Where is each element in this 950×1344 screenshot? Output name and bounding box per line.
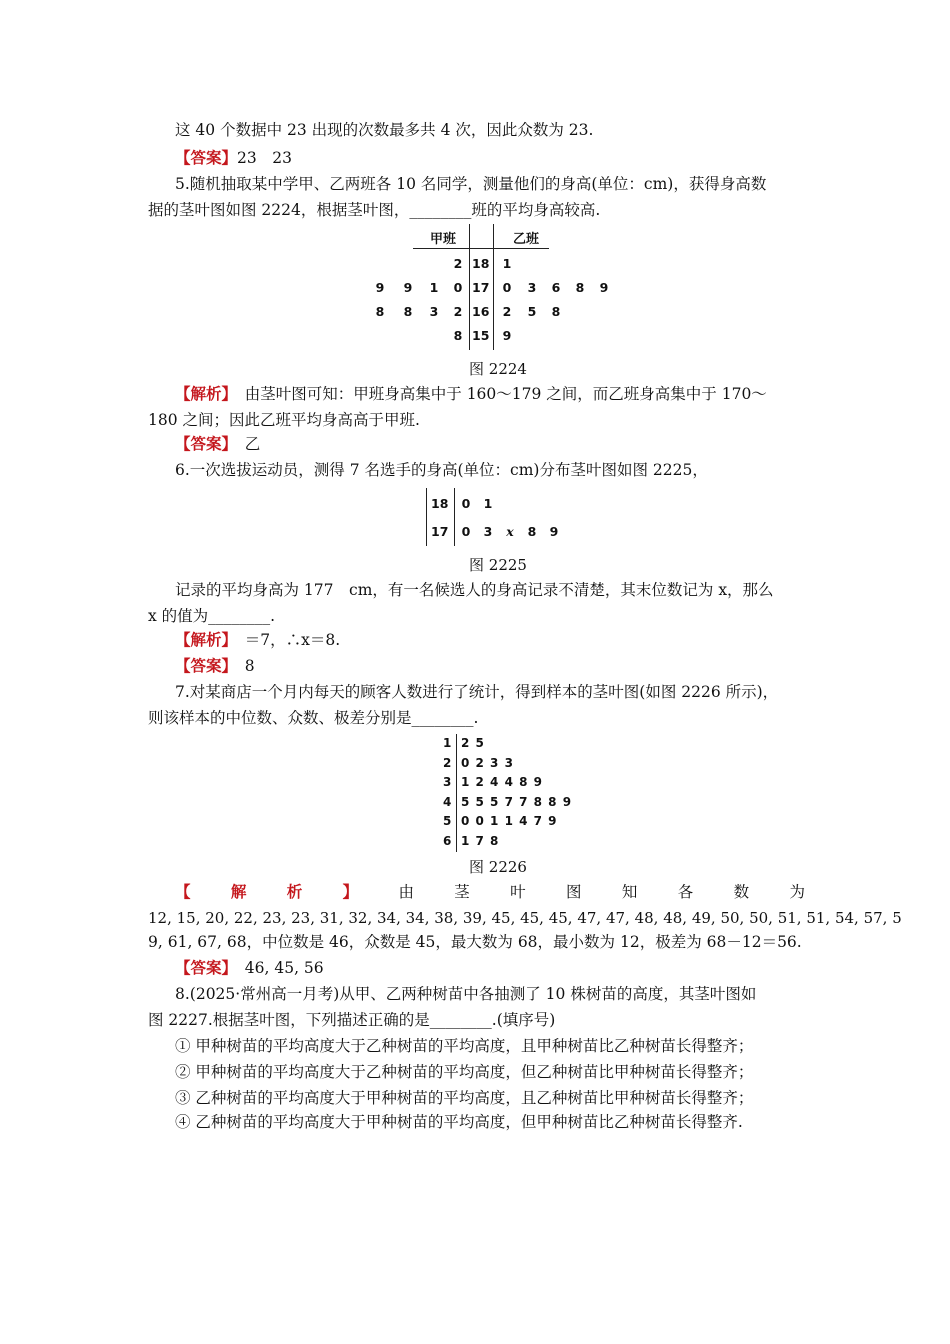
solution-5-line-1 [175, 384, 767, 404]
answer-line [175, 958, 324, 978]
solution-7-line-1 [175, 882, 805, 902]
figure-caption: 图 2225 [469, 556, 527, 574]
leaf-jia: 8 [403, 304, 413, 319]
leaf-yi: 9 [599, 280, 609, 295]
leaf-yi: 2 [502, 304, 512, 319]
leaf-yi: 1 [502, 256, 512, 271]
question-6-line-2: 记录的平均身高为 177 cm，有一名候选人的身高记录不清楚，其末位数记为 x，那么 [175, 581, 774, 599]
question-8-line-1: 8.(2025·常州高一月考)从甲、乙两种树苗中各抽测了 10 株树苗的高度，其茎叶图如 [175, 985, 757, 1003]
text-line: 这 40 个数据中 23 出现的次数最多共 4 次，因此众数为 23. [175, 121, 594, 139]
leaf-values: 1 7 8 [461, 833, 500, 848]
leaf-value: 0 [461, 496, 471, 511]
answer-label: 【答案】 [175, 958, 230, 977]
leaf-yi: 5 [527, 304, 537, 319]
solution-label-char: 析 [286, 882, 303, 901]
solution-label: 【解析】 [175, 630, 230, 649]
question-5-line-1: 5.随机抽取某中学甲、乙两班各 10 名同学，测量他们的身高(单位：cm)，获得身高数 [175, 175, 767, 193]
solution-text-char: 数 [733, 883, 750, 901]
answer-label: 【答案】 [175, 148, 238, 167]
solution-text-char: 各 [677, 883, 694, 901]
stem-divider-left [469, 224, 470, 350]
header-rule [413, 248, 549, 249]
answer-line [175, 434, 260, 454]
stem-divider [456, 734, 457, 852]
leaf-jia: 8 [375, 304, 385, 319]
stem-divider-right [493, 224, 494, 350]
answer-label: 【答案】 [175, 656, 230, 675]
stem-value: 18 [431, 496, 449, 511]
stem-value: 6 [443, 833, 452, 848]
question-6-line-3: x 的值为________. [148, 607, 276, 625]
question-6-line-1: 6.一次选拔运动员，测得 7 名选手的身高(单位：cm)分布茎叶图如图 2225， [175, 461, 708, 479]
solution-label-char: 】 [342, 882, 359, 901]
leaf-yi: 8 [575, 280, 585, 295]
solution-text-char: 由 [398, 883, 414, 901]
question-7-line-1: 7.对某商店一个月内每天的顾客人数进行了统计，得到样本的茎叶图(如图 2226 所示)， [175, 683, 779, 701]
question-8-line-2: 图 2227.根据茎叶图，下列描述正确的是________.(填序号) [148, 1011, 556, 1029]
option-1: ① 甲种树苗的平均高度大于乙种树苗的平均高度，且甲种树苗比乙种树苗长得整齐； [175, 1037, 754, 1055]
leaf-value: 3 [483, 524, 493, 539]
leaf-values: 1 2 4 4 8 9 [461, 775, 543, 789]
stem-value: 17 [431, 524, 449, 539]
leaf-value: 1 [483, 496, 493, 511]
stem-value: 17 [472, 280, 490, 295]
answer-text: 8 [229, 657, 255, 675]
leaf-jia: 2 [453, 256, 463, 271]
header-class-jia: 甲班 [430, 232, 457, 247]
header-class-yi: 乙班 [513, 232, 540, 247]
answer-text: 46, 45, 56 [229, 959, 324, 977]
solution-text: 由茎叶图可知：甲班身高集中于 160～179 之间，而乙班身高集中于 170～ [229, 385, 767, 403]
answer-line [175, 656, 255, 676]
outer-rule [426, 488, 427, 546]
question-5-line-2: 据的茎叶图如图 2224，根据茎叶图，________班的平均身高较高. [148, 201, 601, 219]
solution-text: ＝7，∴x＝8. [229, 631, 341, 649]
leaf-value: 8 [527, 524, 537, 539]
solution-text-char: 为 [789, 883, 805, 901]
leaf-value: 9 [549, 524, 559, 539]
stem-divider [454, 488, 455, 546]
leaf-value: x [506, 524, 514, 539]
leaf-yi: 3 [527, 280, 537, 295]
leaf-values: 0 0 1 1 4 7 9 [461, 814, 558, 828]
leaf-yi: 8 [551, 304, 561, 319]
leaf-yi: 0 [502, 280, 512, 295]
stem-value: 2 [443, 755, 452, 770]
leaf-jia: 0 [453, 280, 463, 295]
answer-text: 23 23 [237, 149, 292, 167]
solution-label-char: 解 [230, 882, 247, 901]
option-4: ④ 乙种树苗的平均高度大于甲种树苗的平均高度，但甲种树苗比乙种树苗长得整齐. [175, 1113, 743, 1131]
figure-caption: 图 2224 [469, 360, 527, 378]
solution-text-char: 叶 [510, 883, 526, 901]
leaf-yi: 6 [551, 280, 561, 295]
leaf-jia: 2 [453, 304, 463, 319]
leaf-jia: 9 [375, 280, 385, 295]
answer-text: 乙 [229, 435, 261, 453]
solution-label-char: 【 [175, 882, 191, 901]
leaf-jia: 8 [453, 328, 463, 343]
solution-text-char: 茎 [454, 883, 470, 901]
option-2: ② 甲种树苗的平均高度大于乙种树苗的平均高度，但乙种树苗比甲种树苗长得整齐； [175, 1063, 754, 1081]
stem-value: 15 [472, 328, 490, 343]
leaf-yi: 9 [502, 328, 512, 343]
option-3: ③ 乙种树苗的平均高度大于甲种树苗的平均高度，且乙种树苗比甲种树苗长得整齐； [175, 1089, 754, 1107]
stem-value: 5 [443, 814, 452, 828]
answer-line [175, 148, 292, 168]
solution-6 [175, 630, 340, 650]
solution-5-line-2: 180 之间；因此乙班平均身高高于甲班. [148, 411, 420, 429]
question-7-line-2: 则该样本的中位数、众数、极差分别是________. [148, 709, 479, 727]
stem-value: 4 [443, 794, 452, 809]
stem-value: 1 [443, 736, 452, 750]
figure-caption: 图 2226 [469, 858, 527, 876]
leaf-jia: 3 [429, 304, 439, 319]
solution-label: 【解析】 [175, 384, 230, 403]
answer-label: 【答案】 [175, 434, 230, 453]
stem-value: 3 [443, 775, 452, 789]
solution-7-line-2: 12, 15, 20, 22, 23, 23, 31, 32, 34, 34, 38, 39, 45, 45, 45, 47, 47, 48, 48, 49, 50, 50, 51, 51, 54, 57, 5 [148, 909, 902, 927]
stem-value: 16 [472, 304, 490, 319]
leaf-values: 5 5 5 7 7 8 8 9 [461, 794, 573, 809]
leaf-jia: 1 [429, 280, 439, 295]
leaf-jia: 9 [403, 280, 413, 295]
solution-text-char: 知 [621, 883, 638, 901]
leaf-value: 0 [461, 524, 471, 539]
leaf-values: 0 2 3 3 [461, 755, 514, 770]
solution-text-char: 图 [566, 883, 582, 901]
solution-7-line-3: 9, 61, 67, 68，中位数是 46，众数是 45，最大数为 68，最小数为 12，极差为 68－12＝56. [148, 933, 802, 951]
leaf-values: 2 5 [461, 736, 485, 750]
stem-value: 18 [472, 256, 490, 271]
